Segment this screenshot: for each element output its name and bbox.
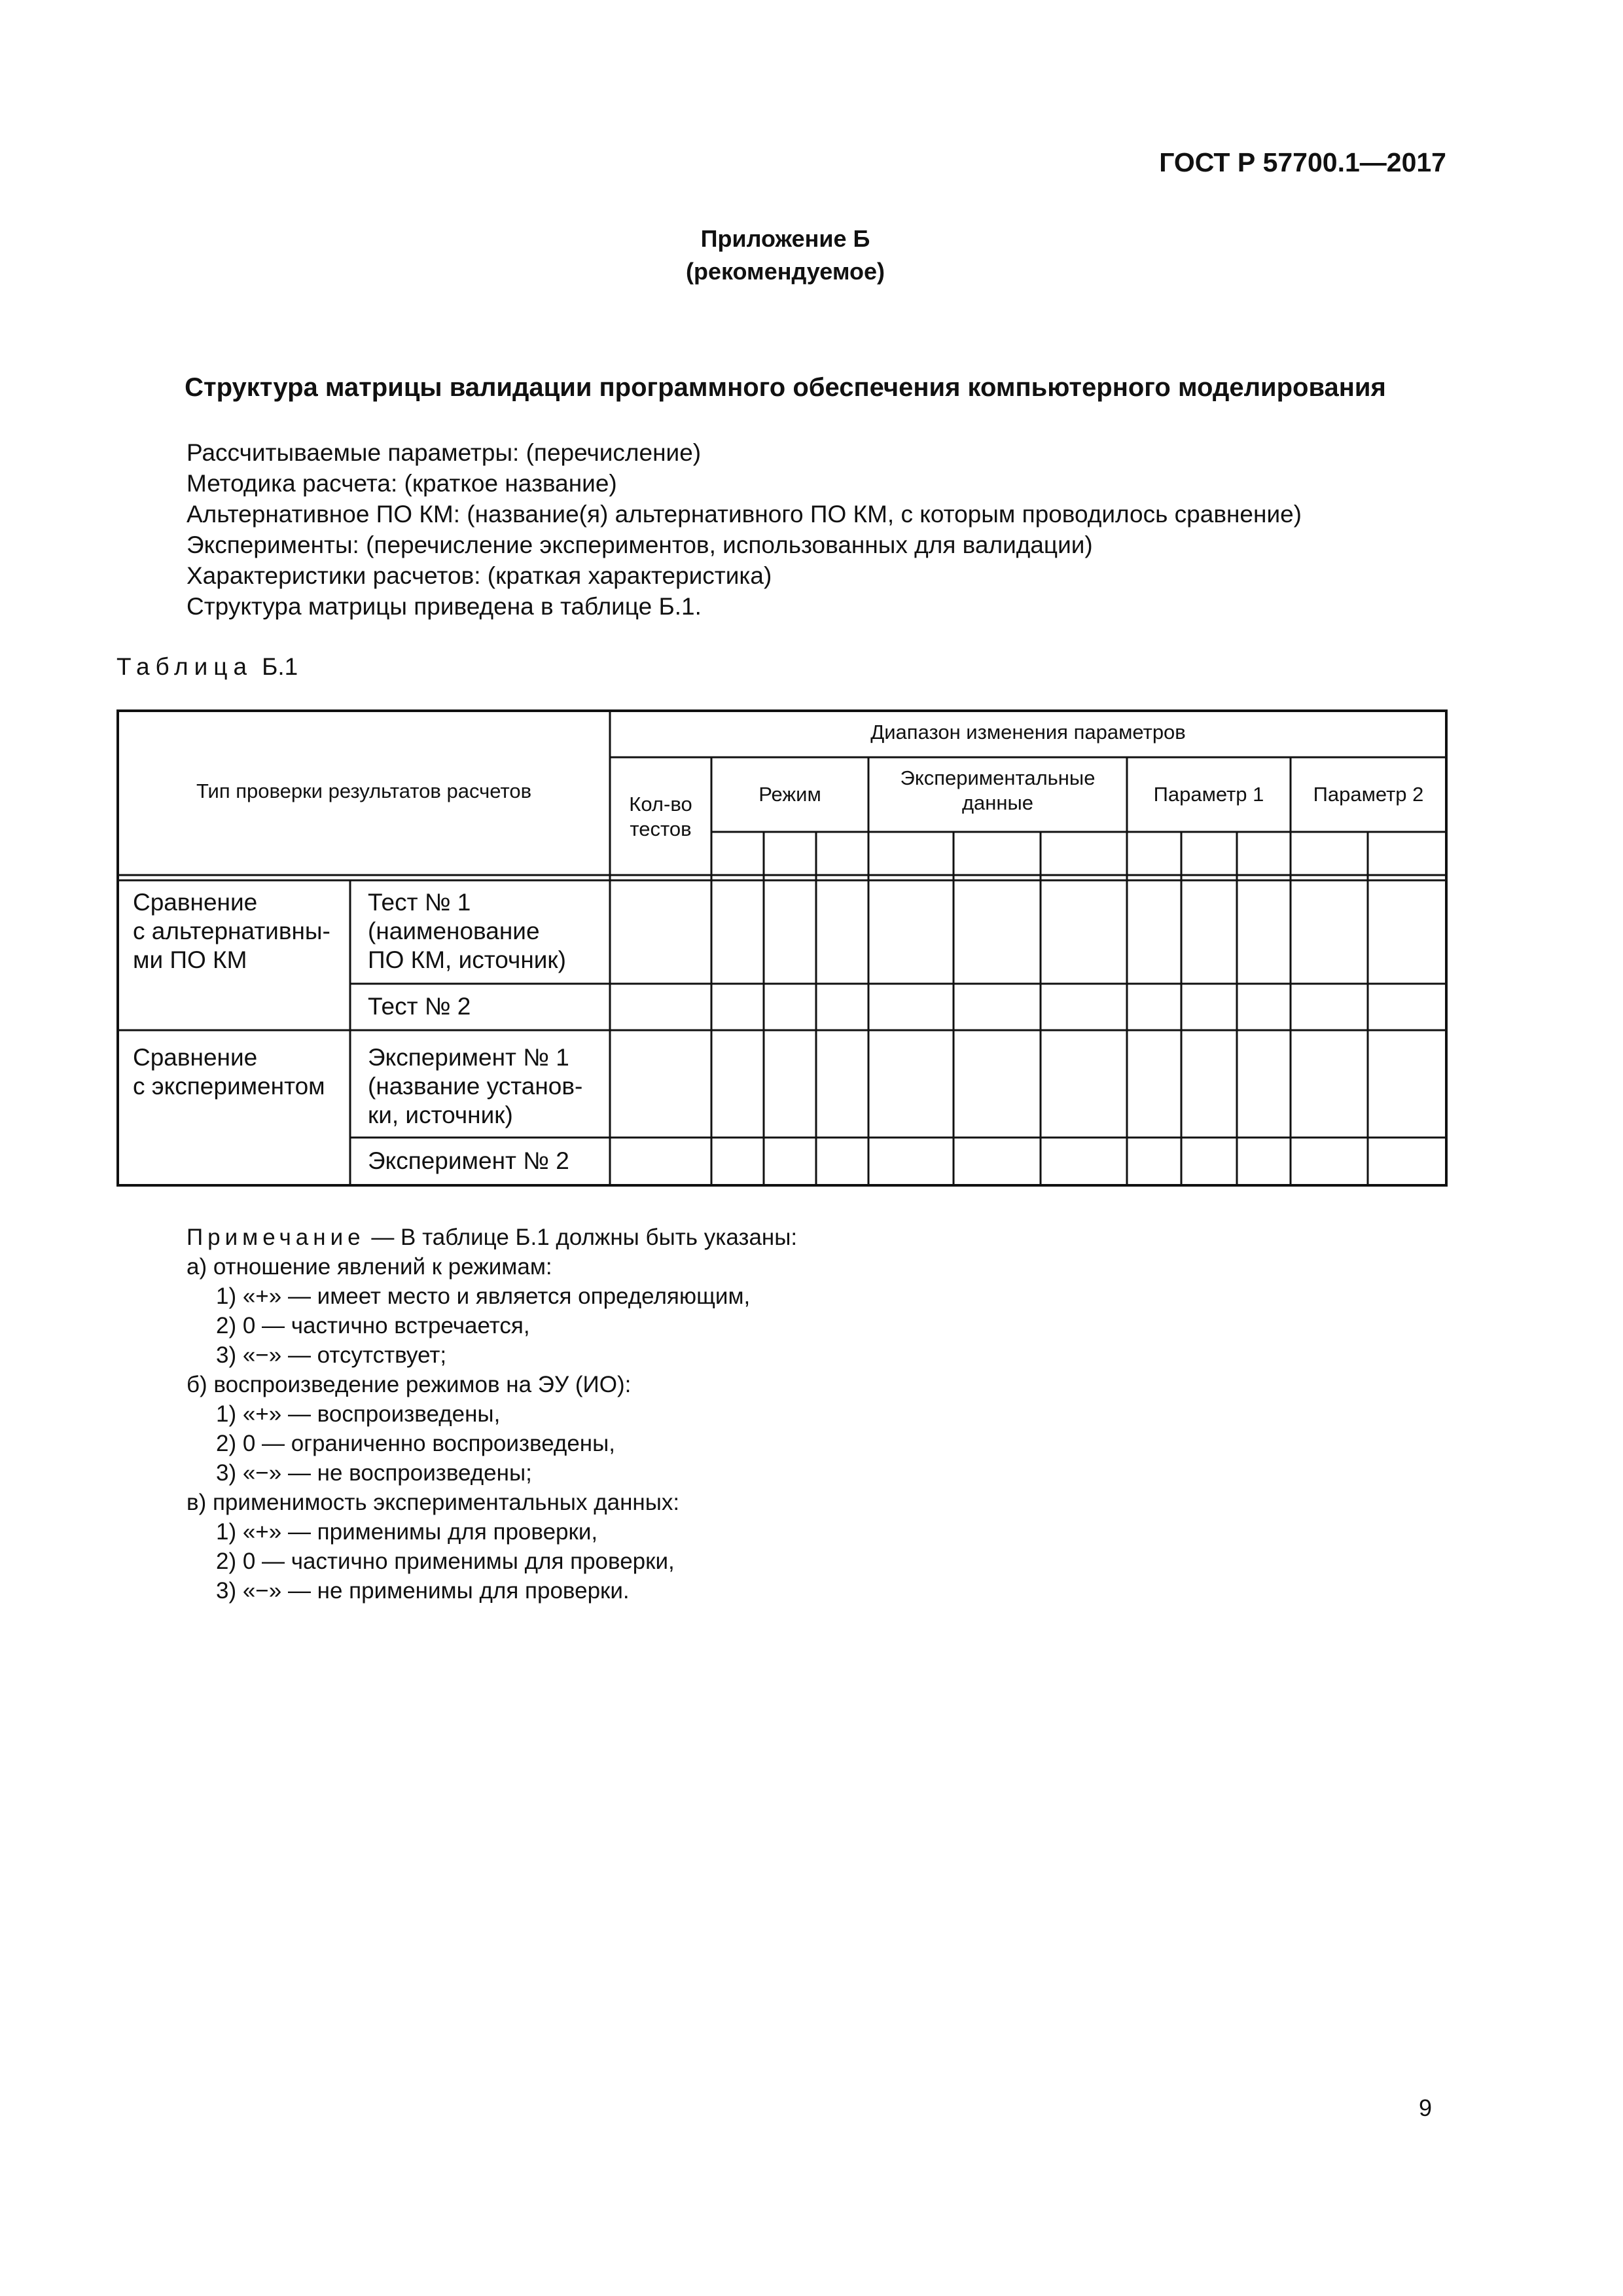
test-label-line: ПО КМ, источник) (368, 946, 566, 973)
header-tests-count-line: тестов (630, 817, 692, 840)
note-subitem: 1) «+» — применимы для проверки, (216, 1519, 598, 1545)
header-parameter-1: Параметр 1 (1153, 783, 1264, 806)
group-label-line: Сравнение (133, 889, 258, 916)
group-label (133, 1043, 349, 1101)
intro-line: Рассчитываемые параметры: (перечисление) (187, 439, 702, 466)
note-subitem: 2) 0 — частично встречается, (216, 1313, 530, 1338)
note-item: в) применимость экспериментальных данных: (187, 1490, 680, 1515)
header-check-type: Тип проверки результатов расчетов (196, 780, 532, 802)
note-subitem: 3) «−» — отсутствует; (216, 1342, 447, 1368)
note-subitem: 3) «−» — не воспроизведены; (216, 1460, 532, 1486)
main-title: Структура матрицы валидации программного обеспечения компьютерного моделирования (185, 373, 1386, 402)
test-label (368, 992, 610, 1021)
appendix-title: Приложение Б (700, 225, 870, 252)
header-parameter-2: Параметр 2 (1313, 783, 1424, 806)
standard-code: ГОСТ Р 57700.1—2017 (1159, 147, 1446, 177)
test-label-line: ки, источник) (368, 1102, 513, 1128)
test-label (368, 888, 610, 975)
group-label-line: Сравнение (133, 1044, 258, 1071)
test-label (368, 1147, 610, 1175)
table-caption-number: Б.1 (262, 653, 298, 680)
test-label (368, 1043, 610, 1130)
note-label: Примечание (187, 1225, 365, 1250)
note-item: б) воспроизведение режимов на ЭУ (ИО): (187, 1372, 632, 1397)
header-tests-count (610, 792, 711, 842)
test-label-line: Тест № 2 (368, 993, 471, 1020)
header-parameter-range: Диапазон изменения параметров (870, 721, 1186, 744)
note-subitem: 2) 0 — частично применимы для проверки, (216, 1549, 675, 1574)
group-label (133, 888, 349, 975)
header-experimental-line: Экспериментальные (900, 766, 1096, 789)
appendix-status: (рекомендуемое) (686, 258, 885, 285)
header-experimental-data (868, 766, 1127, 816)
header-mode: Режим (758, 783, 821, 806)
intro-line: Характеристики расчетов: (краткая характеристика) (187, 562, 772, 589)
header-tests-count-line: Кол-во (629, 793, 692, 816)
table-caption-word: Таблица (116, 653, 253, 680)
test-label-line: Эксперимент № 1 (368, 1044, 569, 1071)
test-label-line: (название установ- (368, 1073, 583, 1100)
note-heading (187, 1223, 797, 1252)
test-label-line: Тест № 1 (368, 889, 471, 916)
group-label-line: с альтернативны- (133, 918, 330, 944)
group-label-line: ми ПО КМ (133, 946, 247, 973)
note-intro: — В таблице Б.1 должны быть указаны: (371, 1225, 798, 1250)
table-note (187, 1223, 797, 1605)
note-subitem: 1) «+» — воспроизведены, (216, 1401, 501, 1427)
intro-line: Методика расчета: (краткое название) (187, 470, 617, 497)
test-label-line: (наименование (368, 918, 540, 944)
page-number: 9 (1419, 2094, 1433, 2121)
note-subitem: 1) «+» — имеет место и является определяющим, (216, 1283, 751, 1309)
intro-line: Структура матрицы приведена в таблице Б.1. (187, 593, 702, 620)
note-subitem: 2) 0 — ограниченно воспроизведены, (216, 1431, 615, 1456)
group-label-line: с экспериментом (133, 1073, 325, 1100)
note-subitem: 3) «−» — не применимы для проверки. (216, 1578, 630, 1604)
note-item: а) отношение явлений к режимам: (187, 1254, 552, 1280)
intro-line: Эксперименты: (перечисление экспериментов, использованных для валидации) (187, 531, 1093, 558)
intro-line: Альтернативное ПО КМ: (название(я) альтернативного ПО КМ, с которым проводилось сравнение) (187, 501, 1302, 528)
header-experimental-line: данные (961, 791, 1034, 814)
test-label-line: Эксперимент № 2 (368, 1147, 569, 1174)
